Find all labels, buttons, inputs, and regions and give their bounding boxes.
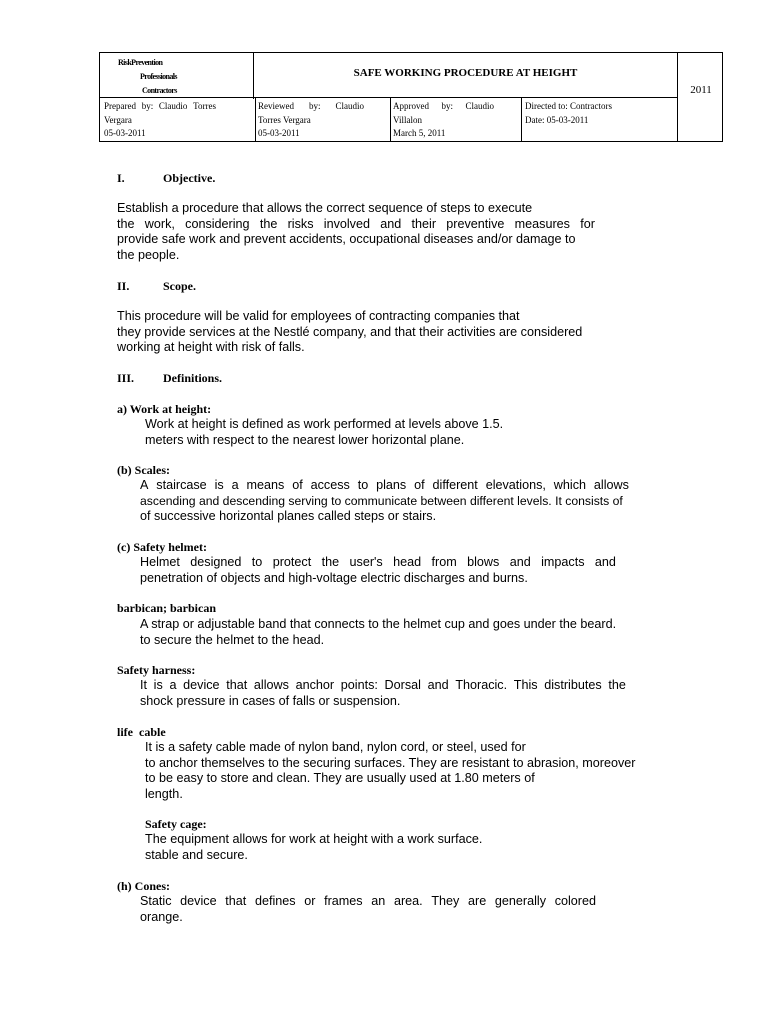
definition-text: Work at height is defined as work performed at levels above 1.5. meters with respect to the nearest lower horizontal plane. xyxy=(145,417,504,447)
definition-term: Safety harness: xyxy=(117,663,196,677)
definition-text: The equipment allows for work at height with a work surface. stable and secure. xyxy=(145,832,483,862)
scope-paragraph: This procedure will be valid for employees of contracting companies that they provide services at the Nestlé company, and that their activities are considered working at height with risk of falls. xyxy=(117,309,583,354)
definition-text: Static device that defines or frames an area. They are generally colored orange. xyxy=(140,894,596,924)
document-header-table xyxy=(99,52,723,142)
definition-text: A staircase is a means of access to plans of different elevations, which allows ascending and descending serving to communicate between different levels. It consists of of successive horizontal planes called steps or stairs. xyxy=(140,478,629,523)
definition-term: Safety cage: xyxy=(145,817,207,831)
header-divider xyxy=(255,98,256,141)
header-divider xyxy=(521,98,522,141)
header-divider xyxy=(677,53,678,141)
header-divider xyxy=(390,98,391,141)
document-year: 2011 xyxy=(690,84,712,96)
objective-paragraph: Establish a procedure that allows the correct sequence of steps to execute the work, considering the risks involved and their preventive measures for provide safe work and prevent accidents, occupational diseases and/or damage to the people. xyxy=(117,201,595,262)
definition-text: A strap or adjustable band that connects to the helmet cup and goes under the beard. to secure the helmet to the head. xyxy=(140,617,617,647)
section-heading-objective: I. Objective. xyxy=(117,171,216,185)
prepared-by-cell: Prepared by: Claudio Torres Vergara 05-03-2011 xyxy=(104,101,216,138)
definition-text: Helmet designed to protect the user's head from blows and impacts and penetration of objects and high-voltage electric discharges and burns. xyxy=(140,555,616,585)
directed-to-cell: Directed to: Contractors Date: 05-03-2011 xyxy=(525,101,612,125)
definition-term: life cable xyxy=(117,725,166,739)
approved-by-cell: Approved by: Claudio Villalon March 5, 2011 xyxy=(393,101,494,138)
definition-text: It is a safety cable made of nylon band, nylon cord, or steel, used for to anchor themselves to the securing surfaces. They are resistant to abrasion, moreover to be easy to store and clean. They are usually used at 1.80 meters of length. xyxy=(145,740,636,801)
section-heading-definitions: III. Definitions. xyxy=(117,371,223,385)
header-divider xyxy=(100,97,677,98)
definition-text: It is a device that allows anchor points: Dorsal and Thoracic. This distributes the shock pressure in cases of falls or suspension. xyxy=(140,678,626,708)
section-heading-scope: II. Scope. xyxy=(117,279,196,293)
definition-term: (c) Safety helmet: xyxy=(117,540,207,554)
definition-term: a) Work at height: xyxy=(117,402,212,416)
company-logo-text: RiskPrevention Professionals Contractors xyxy=(118,58,177,95)
reviewed-by-cell: Reviewed by: Claudio Torres Vergara 05-03-2011 xyxy=(258,101,364,138)
definition-term: barbican; barbican xyxy=(117,601,217,615)
definition-term: (h) Cones: xyxy=(117,879,170,893)
document-title: SAFE WORKING PROCEDURE AT HEIGHT xyxy=(353,67,578,79)
definition-term: (b) Scales: xyxy=(117,463,170,477)
